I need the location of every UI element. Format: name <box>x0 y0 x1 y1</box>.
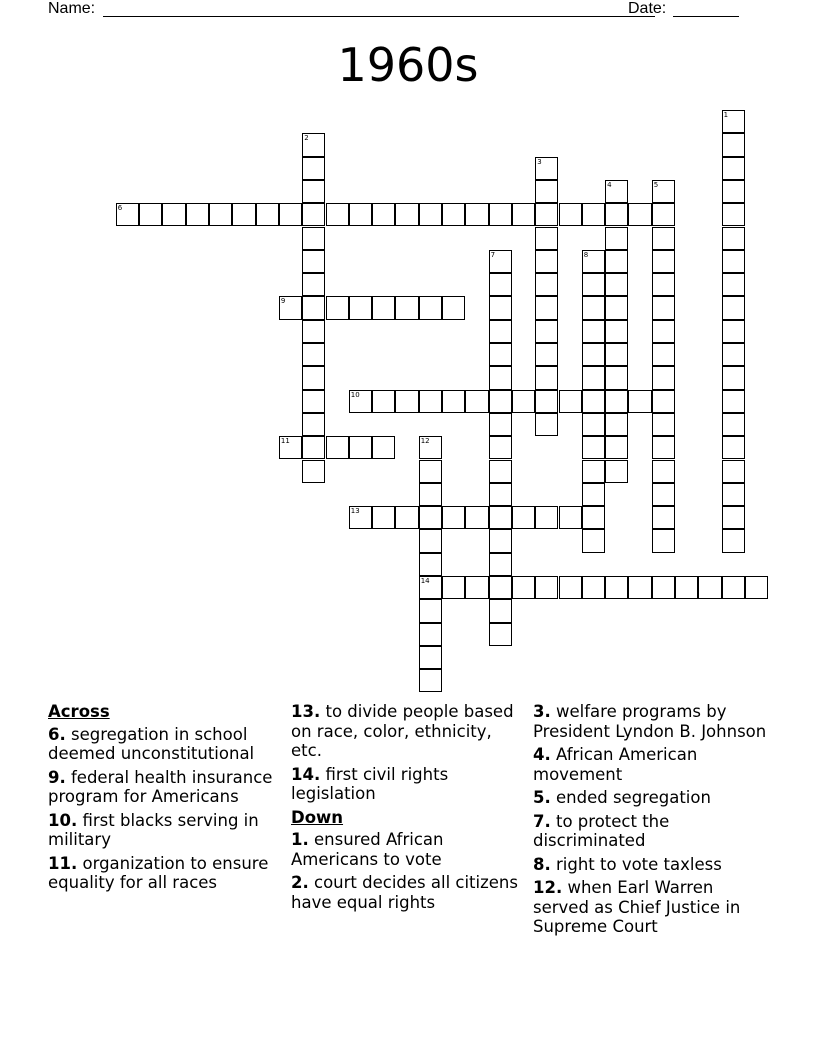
crossword-cell[interactable] <box>302 180 325 203</box>
crossword-cell[interactable] <box>652 320 675 343</box>
clue-number: 1. <box>291 830 309 849</box>
crossword-cell[interactable] <box>442 390 465 413</box>
crossword-cell[interactable] <box>349 203 372 226</box>
crossword-cell[interactable] <box>605 413 628 436</box>
crossword-cell[interactable] <box>395 296 418 319</box>
crossword-cell[interactable] <box>535 343 558 366</box>
crossword-cell[interactable] <box>605 343 628 366</box>
crossword-cell[interactable] <box>675 576 698 599</box>
cell-number: 6 <box>117 204 123 213</box>
crossword-cell[interactable] <box>722 203 745 226</box>
crossword-cell[interactable] <box>465 576 488 599</box>
crossword-cell[interactable] <box>652 483 675 506</box>
crossword-cell[interactable] <box>372 506 395 529</box>
crossword-cell[interactable] <box>628 576 651 599</box>
crossword-cell[interactable] <box>559 203 582 226</box>
clue-text: first civil rights legislation <box>291 764 449 803</box>
crossword-cell[interactable] <box>535 366 558 389</box>
crossword-cell[interactable] <box>652 273 675 296</box>
cell-number: 9 <box>280 297 286 306</box>
crossword-cell[interactable] <box>419 623 442 646</box>
crossword-cell[interactable] <box>582 436 605 459</box>
crossword-cell[interactable] <box>559 390 582 413</box>
crossword-cell[interactable] <box>442 203 465 226</box>
crossword-cell[interactable] <box>302 250 325 273</box>
crossword-cell[interactable] <box>582 483 605 506</box>
crossword-cell[interactable] <box>605 203 628 226</box>
crossword-cell[interactable] <box>535 320 558 343</box>
crossword-cell[interactable] <box>139 203 162 226</box>
crossword-cell[interactable] <box>722 413 745 436</box>
crossword-cell[interactable] <box>535 180 558 203</box>
date-label: Date: <box>628 0 667 17</box>
crossword-cell[interactable] <box>652 366 675 389</box>
crossword-cell[interactable] <box>605 296 628 319</box>
crossword-cell[interactable] <box>745 576 768 599</box>
clue-down-12 <box>533 878 769 937</box>
crossword-cell[interactable] <box>582 320 605 343</box>
crossword-cell[interactable] <box>722 506 745 529</box>
crossword-cell[interactable] <box>652 227 675 250</box>
crossword-cell[interactable] <box>349 296 372 319</box>
crossword-cell[interactable] <box>489 390 512 413</box>
clue-across-9 <box>48 768 280 807</box>
crossword-cell[interactable] <box>535 157 558 180</box>
cell-number: 13 <box>350 507 360 516</box>
crossword-cell[interactable] <box>698 576 721 599</box>
clue-number: 2. <box>291 873 309 892</box>
crossword-cell[interactable] <box>605 460 628 483</box>
crossword-cell[interactable] <box>489 320 512 343</box>
crossword-cell[interactable] <box>372 296 395 319</box>
cell-number: 14 <box>420 577 430 585</box>
crossword-cell[interactable] <box>489 343 512 366</box>
crossword-cell[interactable] <box>489 623 512 646</box>
crossword-cell[interactable] <box>559 576 582 599</box>
crossword-cell[interactable] <box>582 273 605 296</box>
crossword-cell[interactable] <box>419 599 442 622</box>
crossword-cell[interactable] <box>582 506 605 529</box>
name-label: Name: <box>48 0 96 17</box>
crossword-cell[interactable] <box>652 529 675 552</box>
crossword-cell[interactable] <box>302 366 325 389</box>
crossword-cell[interactable] <box>302 390 325 413</box>
cell-number: 4 <box>607 180 612 189</box>
crossword-cell[interactable] <box>419 436 442 459</box>
crossword-cell[interactable] <box>372 436 395 459</box>
crossword-cell[interactable] <box>465 203 488 226</box>
crossword-cell[interactable] <box>582 203 605 226</box>
crossword-cell[interactable] <box>512 203 535 226</box>
crossword-cell[interactable] <box>442 576 465 599</box>
down-heading: Down <box>291 807 344 827</box>
crossword-cell[interactable] <box>419 390 442 413</box>
crossword-cell[interactable] <box>582 250 605 273</box>
crossword-cell[interactable] <box>652 506 675 529</box>
crossword-cell[interactable] <box>395 203 418 226</box>
clue-down-1 <box>291 830 527 869</box>
crossword-cell[interactable] <box>652 436 675 459</box>
crossword-cell[interactable] <box>722 576 745 599</box>
clue-text: segregation in school deemed unconstitutional <box>48 724 255 763</box>
crossword-cell[interactable] <box>372 390 395 413</box>
clue-number: 14. <box>291 764 321 784</box>
clues-column-3 <box>533 702 769 941</box>
clue-text: when Earl Warren served as Chief Justice in Supreme Court <box>533 878 741 936</box>
crossword-cell[interactable] <box>535 296 558 319</box>
crossword-cell[interactable] <box>605 576 628 599</box>
crossword-cell[interactable] <box>722 110 745 133</box>
crossword-cell[interactable] <box>722 483 745 506</box>
cell-number: 2 <box>304 134 309 143</box>
crossword-cell[interactable] <box>395 506 418 529</box>
crossword-cell[interactable] <box>722 296 745 319</box>
crossword-cell[interactable] <box>279 203 302 226</box>
crossword-cell[interactable] <box>279 436 302 459</box>
crossword-cell[interactable] <box>465 390 488 413</box>
clue-text: welfare programs by President Lyndon B. Johnson <box>533 702 767 741</box>
crossword-cell[interactable] <box>722 227 745 250</box>
puzzle-title: 1960s <box>337 38 479 92</box>
crossword-cell[interactable] <box>628 203 651 226</box>
clue-across-11 <box>48 854 280 893</box>
clue-text: ensured African Americans to vote <box>291 830 444 869</box>
crossword-cell[interactable] <box>302 460 325 483</box>
crossword-cell[interactable] <box>302 273 325 296</box>
crossword-cell[interactable] <box>419 646 442 669</box>
clue-number: 6. <box>48 724 66 744</box>
clue-text: to divide people based on race, color, ethnicity, etc. <box>291 702 514 760</box>
clue-number: 3. <box>533 702 551 721</box>
crossword-cell[interactable] <box>652 203 675 226</box>
crossword-cell[interactable] <box>419 296 442 319</box>
crossword-cell[interactable] <box>162 203 185 226</box>
crossword-cell[interactable] <box>489 553 512 576</box>
crossword-cell[interactable] <box>349 506 372 529</box>
crossword-cell[interactable] <box>582 366 605 389</box>
crossword-cell[interactable] <box>419 529 442 552</box>
crossword-cell[interactable] <box>465 506 488 529</box>
across-heading: Across <box>48 702 110 721</box>
crossword-cell[interactable] <box>302 157 325 180</box>
crossword-cell[interactable] <box>419 203 442 226</box>
crossword-cell[interactable] <box>489 460 512 483</box>
crossword-cell[interactable] <box>302 227 325 250</box>
clue-text: federal health insurance program for Americans <box>48 767 273 806</box>
cell-number: 1 <box>723 111 729 119</box>
clue-number: 13. <box>291 702 321 721</box>
crossword-cell[interactable] <box>512 390 535 413</box>
crossword-cell[interactable] <box>302 296 325 319</box>
clue-text: to protect the discriminated <box>533 811 670 850</box>
crossword-cell[interactable] <box>605 320 628 343</box>
crossword-cell[interactable] <box>535 227 558 250</box>
clue-down-3 <box>533 702 769 741</box>
crossword-cell[interactable] <box>722 180 745 203</box>
crossword-cell[interactable] <box>512 506 535 529</box>
crossword-cell[interactable] <box>302 203 325 226</box>
crossword-cell[interactable] <box>326 436 349 459</box>
crossword-cell[interactable] <box>489 529 512 552</box>
clue-across-6 <box>48 725 280 764</box>
crossword-cell[interactable] <box>582 390 605 413</box>
crossword-cell[interactable] <box>186 203 209 226</box>
crossword-cell[interactable] <box>722 529 745 552</box>
crossword-cell[interactable] <box>722 250 745 273</box>
crossword-cell[interactable] <box>535 203 558 226</box>
crossword-cell[interactable] <box>652 460 675 483</box>
crossword-cell[interactable] <box>535 413 558 436</box>
crossword-cell[interactable] <box>442 506 465 529</box>
crossword-cell[interactable] <box>419 669 442 692</box>
crossword-cell[interactable] <box>722 157 745 180</box>
crossword-cell[interactable] <box>582 343 605 366</box>
crossword-cell[interactable] <box>489 203 512 226</box>
crossword-cell[interactable] <box>722 343 745 366</box>
crossword-cell[interactable] <box>326 296 349 319</box>
crossword-cell[interactable] <box>489 413 512 436</box>
crossword-cell[interactable] <box>605 180 628 203</box>
crossword-cell[interactable] <box>489 436 512 459</box>
clue-text: ended segregation <box>556 788 711 807</box>
crossword-cell[interactable] <box>605 227 628 250</box>
clue-across-13 <box>291 702 527 761</box>
clue-number: 4. <box>533 745 551 764</box>
crossword-cell[interactable] <box>349 390 372 413</box>
crossword-cell[interactable] <box>489 250 512 273</box>
clue-number: 9. <box>48 767 66 787</box>
clue-across-10 <box>48 811 280 850</box>
clue-text: African American movement <box>533 745 698 784</box>
crossword-cell[interactable] <box>209 203 232 226</box>
cell-number: 7 <box>490 250 496 259</box>
crossword-cell[interactable] <box>419 460 442 483</box>
crossword-cell[interactable] <box>256 203 279 226</box>
crossword-cell[interactable] <box>489 296 512 319</box>
crossword-cell[interactable] <box>722 273 745 296</box>
clue-down-2 <box>291 873 527 912</box>
clue-number: 5. <box>533 788 551 807</box>
crossword-cell[interactable] <box>489 273 512 296</box>
crossword-cell[interactable] <box>535 273 558 296</box>
crossword-cell[interactable] <box>302 320 325 343</box>
clue-number: 10. <box>48 810 78 830</box>
crossword-cell[interactable] <box>535 576 558 599</box>
clue-down-5 <box>533 788 769 808</box>
crossword-cell[interactable] <box>605 436 628 459</box>
clues-column-1 <box>48 702 280 897</box>
crossword-cell[interactable] <box>489 599 512 622</box>
cell-number: 12 <box>420 437 430 446</box>
crossword-cell[interactable] <box>372 203 395 226</box>
clue-down-8 <box>533 855 769 875</box>
crossword-cell[interactable] <box>349 436 372 459</box>
cell-number: 11 <box>280 437 290 446</box>
cell-number: 3 <box>537 157 542 166</box>
crossword-cell[interactable] <box>652 180 675 203</box>
crossword-cell[interactable] <box>652 250 675 273</box>
crossword-cell[interactable] <box>582 460 605 483</box>
clue-text: court decides all citizens have equal rights <box>291 873 518 912</box>
crossword-cell[interactable] <box>722 320 745 343</box>
crossword-cell[interactable] <box>116 203 139 226</box>
crossword-cell[interactable] <box>722 460 745 483</box>
crossword-cell[interactable] <box>722 390 745 413</box>
crossword-cell[interactable] <box>326 203 349 226</box>
crossword-cell[interactable] <box>582 413 605 436</box>
clue-down-7 <box>533 812 769 851</box>
crossword-cell[interactable] <box>722 436 745 459</box>
crossword-cell[interactable] <box>652 343 675 366</box>
cell-number: 8 <box>583 250 589 259</box>
crossword-cell[interactable] <box>535 506 558 529</box>
crossword-cell[interactable] <box>419 483 442 506</box>
crossword-cell[interactable] <box>559 506 582 529</box>
clues-column-2 <box>291 702 527 916</box>
crossword-cell[interactable] <box>582 296 605 319</box>
crossword-cell[interactable] <box>652 413 675 436</box>
crossword-cell[interactable] <box>395 390 418 413</box>
crossword-cell[interactable] <box>535 250 558 273</box>
clue-text: first blacks serving in military <box>48 810 259 849</box>
crossword-cell[interactable] <box>419 506 442 529</box>
crossword-cell[interactable] <box>279 296 302 319</box>
crossword-cell[interactable] <box>512 576 535 599</box>
clue-number: 12. <box>533 878 563 897</box>
clue-number: 8. <box>533 854 551 874</box>
crossword-cell[interactable] <box>628 390 651 413</box>
crossword-cell[interactable] <box>652 576 675 599</box>
cell-number: 10 <box>350 390 360 399</box>
clue-text: organization to ensure equality for all races <box>48 853 269 892</box>
crossword-cell[interactable] <box>652 390 675 413</box>
crossword-cell[interactable] <box>489 506 512 529</box>
crossword-cell[interactable] <box>722 133 745 156</box>
cell-number: 5 <box>653 180 659 189</box>
crossword-cell[interactable] <box>232 203 255 226</box>
crossword-cell[interactable] <box>302 413 325 436</box>
clue-across-14 <box>291 765 527 804</box>
crossword-cell[interactable] <box>489 576 512 599</box>
crossword-cell[interactable] <box>652 296 675 319</box>
crossword-cell[interactable] <box>605 366 628 389</box>
clue-down-4 <box>533 745 769 784</box>
crossword-cell[interactable] <box>419 576 442 599</box>
crossword-cell[interactable] <box>605 250 628 273</box>
crossword-cell[interactable] <box>419 553 442 576</box>
crossword-cell[interactable] <box>582 529 605 552</box>
crossword-cell[interactable] <box>582 576 605 599</box>
crossword-cell[interactable] <box>722 366 745 389</box>
crossword-cell[interactable] <box>605 390 628 413</box>
crossword-cell[interactable] <box>302 436 325 459</box>
crossword-cell[interactable] <box>605 273 628 296</box>
crossword-cell[interactable] <box>489 483 512 506</box>
crossword-cell[interactable] <box>442 296 465 319</box>
clue-text: right to vote taxless <box>556 854 722 874</box>
crossword-cell[interactable] <box>535 390 558 413</box>
clue-number: 11. <box>48 853 78 873</box>
crossword-cell[interactable] <box>489 366 512 389</box>
clue-number: 7. <box>533 811 551 831</box>
crossword-cell[interactable] <box>302 133 325 156</box>
crossword-cell[interactable] <box>302 343 325 366</box>
